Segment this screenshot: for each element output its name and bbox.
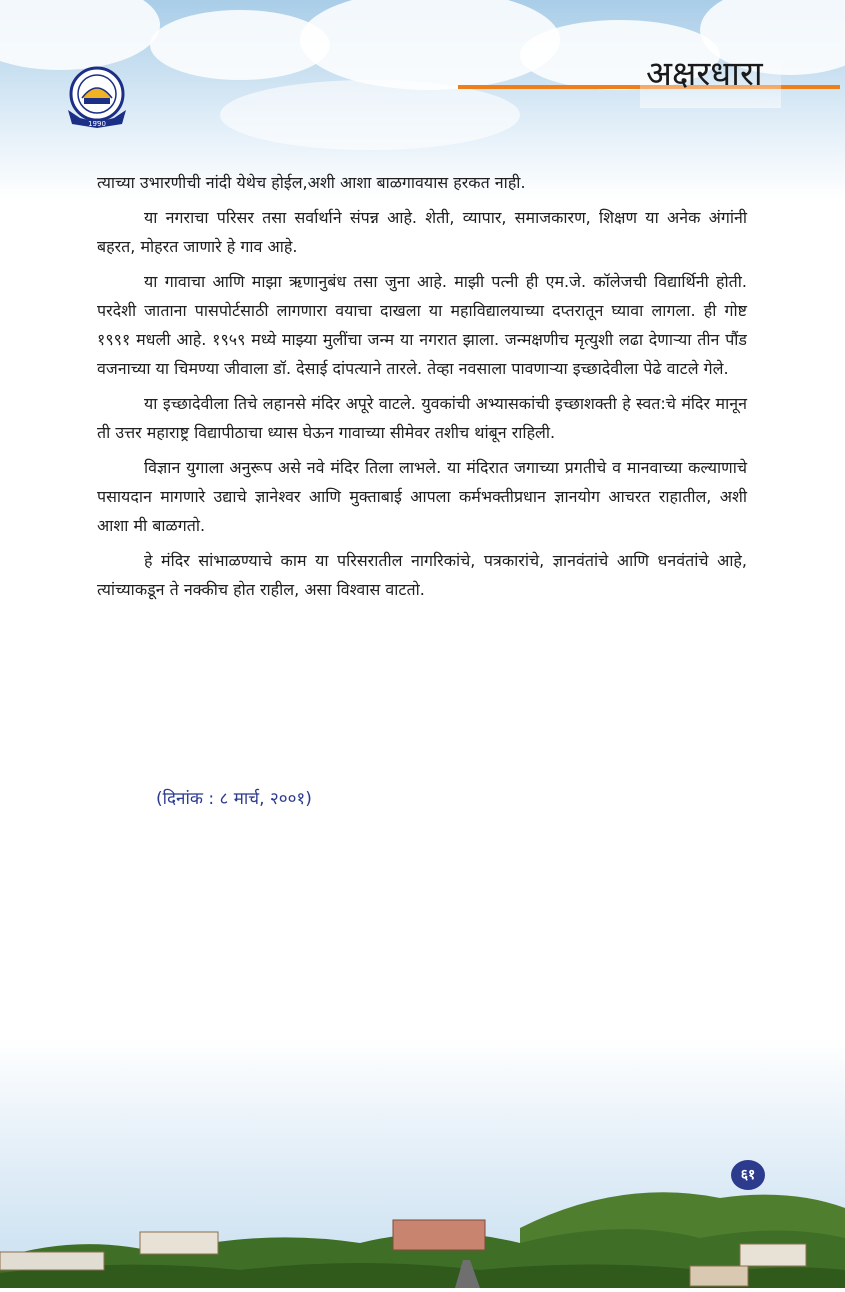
paragraph: या इच्छादेवीला तिचे लहानसे मंदिर अपूरे वाटले. युवकांची अभ्यासकांची इच्छाशक्ती हे स्वत:चे मंदिर मानून ती उत्तर महाराष्ट्र विद्यापीठाचा ध्यास घेऊन गावाच्या सीमेवर तशीच थांबून राहिली. — [97, 394, 747, 442]
date-line: (दिनांक : ८ मार्च, २००१) — [156, 789, 312, 809]
magazine-title: अक्षरधारा — [640, 52, 781, 108]
page-number: ६१ — [731, 1160, 765, 1190]
university-logo — [62, 64, 132, 132]
paragraph: हे मंदिर सांभाळण्याचे काम या परिसरातील नागरिकांचे, पत्रकारांचे, ज्ञानवंतांचे आणि धनवंतांचे आहे, त्यांच्याकडून ते नक्कीच होत राहील, असा विश्वास वाटतो. — [97, 551, 747, 599]
paragraph: या गावाचा आणि माझा ऋणानुबंध तसा जुना आहे. माझी पत्नी ही एम.जे. कॉलेजची विद्यार्थिनी होती. परदेशी जाताना पासपोर्टसाठी लागणारा वयाचा दाखला या महाविद्यालयाच्या दप्तरातून घ्यावा लागला. ही गोष्ट १९९१ मधली आहे. १९५९ मध्ये माझ्या मुलींचा जन्म या नगरात झाला. जन्मक्षणीच मृत्युशी लढा देणाऱ्या तीन पौंड वजनाच्या या चिमण्या जीवाला डॉ. देसाई दांपत्याने तारले. तेव्हा नवसाला पावणाऱ्या इच्छादेवीला पेढे वाटले गेले. — [97, 272, 747, 378]
article-body — [97, 168, 747, 610]
paragraph: या नगराचा परिसर तसा सर्वार्थाने संपन्न आहे. शेती, व्यापार, समाजकारण, शिक्षण या अनेक अंगांनी बहरत, मोहरत जाणारे हे गाव आहे. — [97, 208, 747, 256]
cloud — [300, 0, 560, 90]
paragraph: त्याच्या उभारणीची नांदी येथेच होईल,अशी आशा बाळगावयास हरकत नाही. — [97, 173, 526, 192]
campus-landscape-image — [0, 1038, 845, 1288]
cloud — [220, 80, 520, 150]
cloud — [0, 0, 160, 70]
paragraph: विज्ञान युगाला अनुरूप असे नवे मंदिर तिला लाभले. या मंदिरात जगाच्या प्रगतीचे व मानवाच्या कल्याणाचे पसायदान मागणारे उद्याचे ज्ञानेश्वर आणि मुक्ताबाई आपला कर्मभक्तीप्रधान ज्ञानयोग आचरत राहातील, अशी आशा मी बाळगतो. — [97, 458, 747, 535]
logo-year: 1990 — [88, 120, 106, 128]
